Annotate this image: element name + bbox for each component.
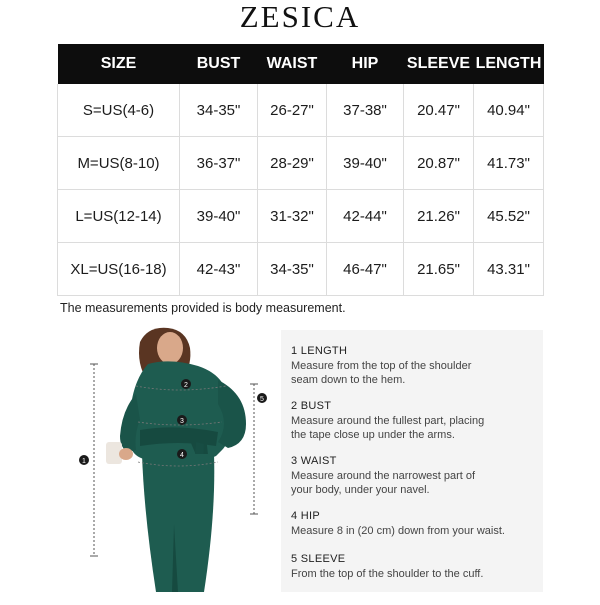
guide-desc: Measure 8 in (20 cm) down from your waist. (291, 524, 505, 537)
cell-size: M=US(8-10) (58, 137, 180, 190)
cell-bust: 42-43" (180, 243, 258, 296)
cell-sleeve: 21.65" (404, 243, 474, 296)
cell-length: 45.52" (474, 190, 544, 243)
cell-length: 40.94" (474, 84, 544, 137)
guide-desc: From the top of the shoulder to the cuff. (291, 567, 484, 580)
left-hand (119, 448, 133, 460)
cell-size: L=US(12-14) (58, 190, 180, 243)
marker-4 (177, 449, 187, 459)
guide-title: 2 BUST (291, 400, 332, 412)
marker-2 (181, 379, 191, 389)
cell-waist: 28-29" (258, 137, 327, 190)
cell-hip: 39-40" (327, 137, 404, 190)
marker-3-label: 3 (180, 418, 184, 425)
dress-figure (78, 324, 278, 600)
cell-hip: 37-38" (327, 84, 404, 137)
guide-title: 5 SLEEVE (291, 553, 346, 565)
guide-sleeve (291, 552, 541, 581)
cell-bust: 34-35" (180, 84, 258, 137)
guide-desc: seam down to the hem. (291, 374, 406, 386)
marker-2-label: 2 (184, 382, 188, 389)
cell-waist: 34-35" (258, 243, 327, 296)
measurement-note: The measurements provided is body measurement. (60, 301, 346, 315)
header-size: SIZE (58, 44, 180, 84)
header-hip: HIP (327, 44, 404, 84)
cell-bust: 39-40" (180, 190, 258, 243)
cell-size: S=US(4-6) (58, 84, 180, 137)
header-waist: WAIST (258, 44, 327, 84)
guide-desc: your body, under your navel. (291, 484, 430, 496)
table-row (58, 243, 544, 296)
guide-title: 1 LENGTH (291, 345, 348, 357)
header-length: LENGTH (474, 44, 544, 84)
table-header-row (58, 44, 544, 84)
guide-title: 4 HIP (291, 510, 321, 522)
guide-bust (291, 399, 541, 443)
measurement-guide (281, 330, 543, 592)
dress-illustration (78, 324, 278, 600)
table-row (58, 137, 544, 190)
size-chart-table (57, 44, 544, 296)
guide-length (291, 344, 541, 388)
marker-5-label: 5 (260, 396, 264, 403)
cell-sleeve: 20.47" (404, 84, 474, 137)
guide-desc: Measure around the fullest part, placing (291, 414, 485, 427)
skirt-shape (142, 454, 214, 592)
cell-waist: 26-27" (258, 84, 327, 137)
cell-size: XL=US(16-18) (58, 243, 180, 296)
marker-5 (257, 393, 267, 403)
face-shape (157, 332, 183, 364)
cell-length: 41.73" (474, 137, 544, 190)
header-sleeve: SLEEVE (404, 44, 474, 84)
cell-bust: 36-37" (180, 137, 258, 190)
cell-hip: 46-47" (327, 243, 404, 296)
cell-waist: 31-32" (258, 190, 327, 243)
brand-logo: ZESICA (239, 0, 361, 34)
table-row (58, 190, 544, 243)
table-row (58, 84, 544, 137)
guide-title: 3 WAIST (291, 455, 337, 467)
cell-length: 43.31" (474, 243, 544, 296)
guide-hip (291, 509, 541, 538)
cell-sleeve: 21.26" (404, 190, 474, 243)
guide-desc: Measure around the narrowest part of (291, 469, 476, 482)
guide-desc: Measure from the top of the shoulder (291, 359, 472, 372)
marker-1 (79, 455, 89, 465)
marker-4-label: 4 (180, 452, 184, 459)
cell-sleeve: 20.87" (404, 137, 474, 190)
guide-waist (291, 454, 541, 498)
guide-desc: the tape close up under the arms. (291, 429, 455, 441)
marker-1-label: 1 (82, 458, 86, 465)
header-bust: BUST (180, 44, 258, 84)
cell-hip: 42-44" (327, 190, 404, 243)
marker-3 (177, 415, 187, 425)
